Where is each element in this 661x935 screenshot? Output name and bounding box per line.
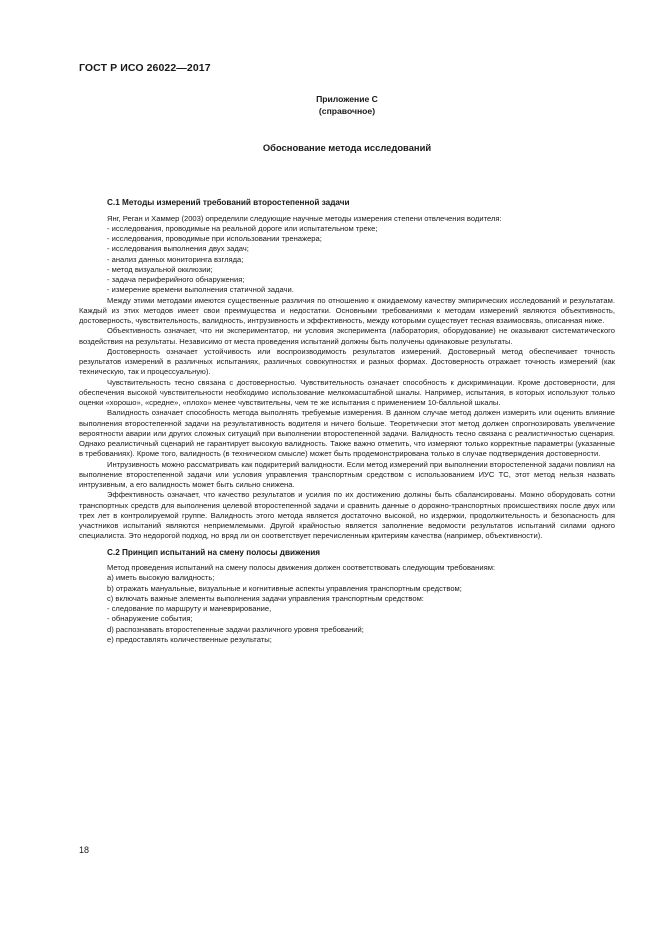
method-list-item: - задача периферийного обнаружения;	[107, 275, 245, 284]
paragraph-efficiency: Эффективность означает, что качество результатов и усилия по их достижению должны быть сбалансированы. Можно оборудовать сотни транспортных средств для выполнения целевой второстепенной задачи и сравнить данные о дорожно-транспортных происшествиях после двух или трех лет в контролируемой группе. Валидность этого метода является достаточно высокой, но издержки, продолжительность и безопасность для участников испытаний являются неприемлемыми. Другой крайностью является заполнение ведомости результатов испытаний силами одного специалиста. Это недорогой подход, но вряд ли он соответствует перечисленным критериям качества (например, объективности).	[79, 490, 615, 541]
paragraph-validity: Валидность означает способность метода выполнять требуемые измерения. В данном случае метод должен измерить или оценить влияние выполнения второстепенной задачи на результативность водителя и ничего больше. Теоретически этот метод должен спрогнозировать увеличение вероятности аварии или других сложных ситуаций при выполнении второстепенной задачи. Валидность тесно связана с реалистичностью сценария. Однако реалистичный сценарий не гарантирует высокую валидность. Также важно отметить, что измеряют только корректные параметры (указанные в требованиях). Кроме того, валидность (в техническом смысле) может быть продемонстрирована только в случае подтверждения достоверности.	[79, 408, 615, 459]
paragraph-intrusiveness: Интрузивность можно рассматривать как подкритерий валидности. Если метод измерений при выполнении второстепенной задачи повлиял на выполнение второстепенной задачи или условия управления транспортным средством с использованием ИУС ТС, этот метод нельзя назвать интрузивным, а его валидность может быть сильно снижена.	[79, 459, 615, 489]
requirement-list-item: e) предоставлять количественные результаты;	[107, 634, 272, 644]
section-c1-intro: Янг, Реган и Хаммер (2003) определили следующие научные методы измерения степени отвлечения водителя:	[107, 213, 502, 223]
method-list-item: - исследования, проводимые на реальной дороге или испытательном треке;	[107, 223, 378, 233]
paragraph-differences: Между этими методами имеются существенные различия по отношению к ожидаемому качеству эмпирических исследований и результатам. Каждый из этих методов имеет свои преимущества и недостатки. Основными требованиями к методам измерений являются объективность, достоверность, чувствительность, валидность, интрузивность и эффективность, между которыми существует тесная взаимосвязь, описанная ниже.	[79, 295, 615, 325]
annex-heading	[79, 93, 615, 117]
requirement-list-item: - обнаружение события;	[107, 614, 193, 624]
method-list-item: - исследования выполнения двух задач;	[107, 244, 249, 254]
requirement-list-item: c) включать важные элементы выполнения задачи управления транспортным средством:	[107, 593, 424, 603]
method-list-item: - измерение времени выполнения статичной задачи.	[107, 285, 294, 295]
paragraph-reliability: Достоверность означает устойчивость или воспроизводимость результатов измерений. Достоверный метод обеспечивает точность результатов измерений в различных испытаниях, различных совокупностях и разных формах. Достоверность отражает точность измерений (как техническую, так и процессуальную).	[79, 346, 615, 377]
method-list-item: - исследования, проводимые при использовании тренажера;	[107, 234, 322, 243]
requirement-list-item: - следование по маршруту и маневрирование,	[107, 604, 272, 613]
standard-header: ГОСТ Р ИСО 26022—2017	[79, 62, 211, 74]
requirement-list-item: a) иметь высокую валидность;	[107, 573, 215, 583]
page-number: 18	[79, 845, 90, 855]
annex-type: (справочное)	[318, 106, 376, 116]
method-list-item: - метод визуальной окклюзии;	[107, 264, 213, 274]
paragraph-sensitivity: Чувствительность тесно связана с достоверностью. Чувствительность означает способность к дискриминации. Кроме достоверности, для обеспечения высокой чувствительности необходимо использование мелкомасштабной шкалы. Например, испытания, в которых используют только оценки «хорошо», «средне», «плохо» менее чувствительны, чем те же испытания с применением 10-балльной шкалы.	[79, 377, 615, 407]
requirement-list-item: d) распознавать второстепенные задачи различного уровня требований;	[107, 624, 364, 634]
paragraph-objectivity: Объективность означает, что ни экспериментатор, ни условия эксперимента (лаборатория, оборудование) не оказывают систематического воздействия на результаты. Независимо от места проведения испытаний должны быть получены одинаковые результаты.	[79, 326, 615, 346]
document-body	[79, 197, 615, 645]
requirement-list-item: b) отражать мануальные, визуальные и когнитивные аспекты управления транспортным средством;	[107, 583, 462, 593]
document-title: Обоснование метода исследований	[262, 142, 432, 153]
section-c2-heading: С.2 Принцип испытаний на смену полосы движения	[107, 547, 321, 557]
section-c2-intro: Метод проведения испытаний на смену полосы движения должен соответствовать следующим требованиям:	[107, 563, 496, 572]
annex-title: Приложение С	[316, 94, 378, 104]
method-list-item: - анализ данных мониторинга взгляда;	[107, 254, 244, 264]
section-c1-heading: С.1 Методы измерений требований второстепенной задачи	[107, 198, 350, 207]
